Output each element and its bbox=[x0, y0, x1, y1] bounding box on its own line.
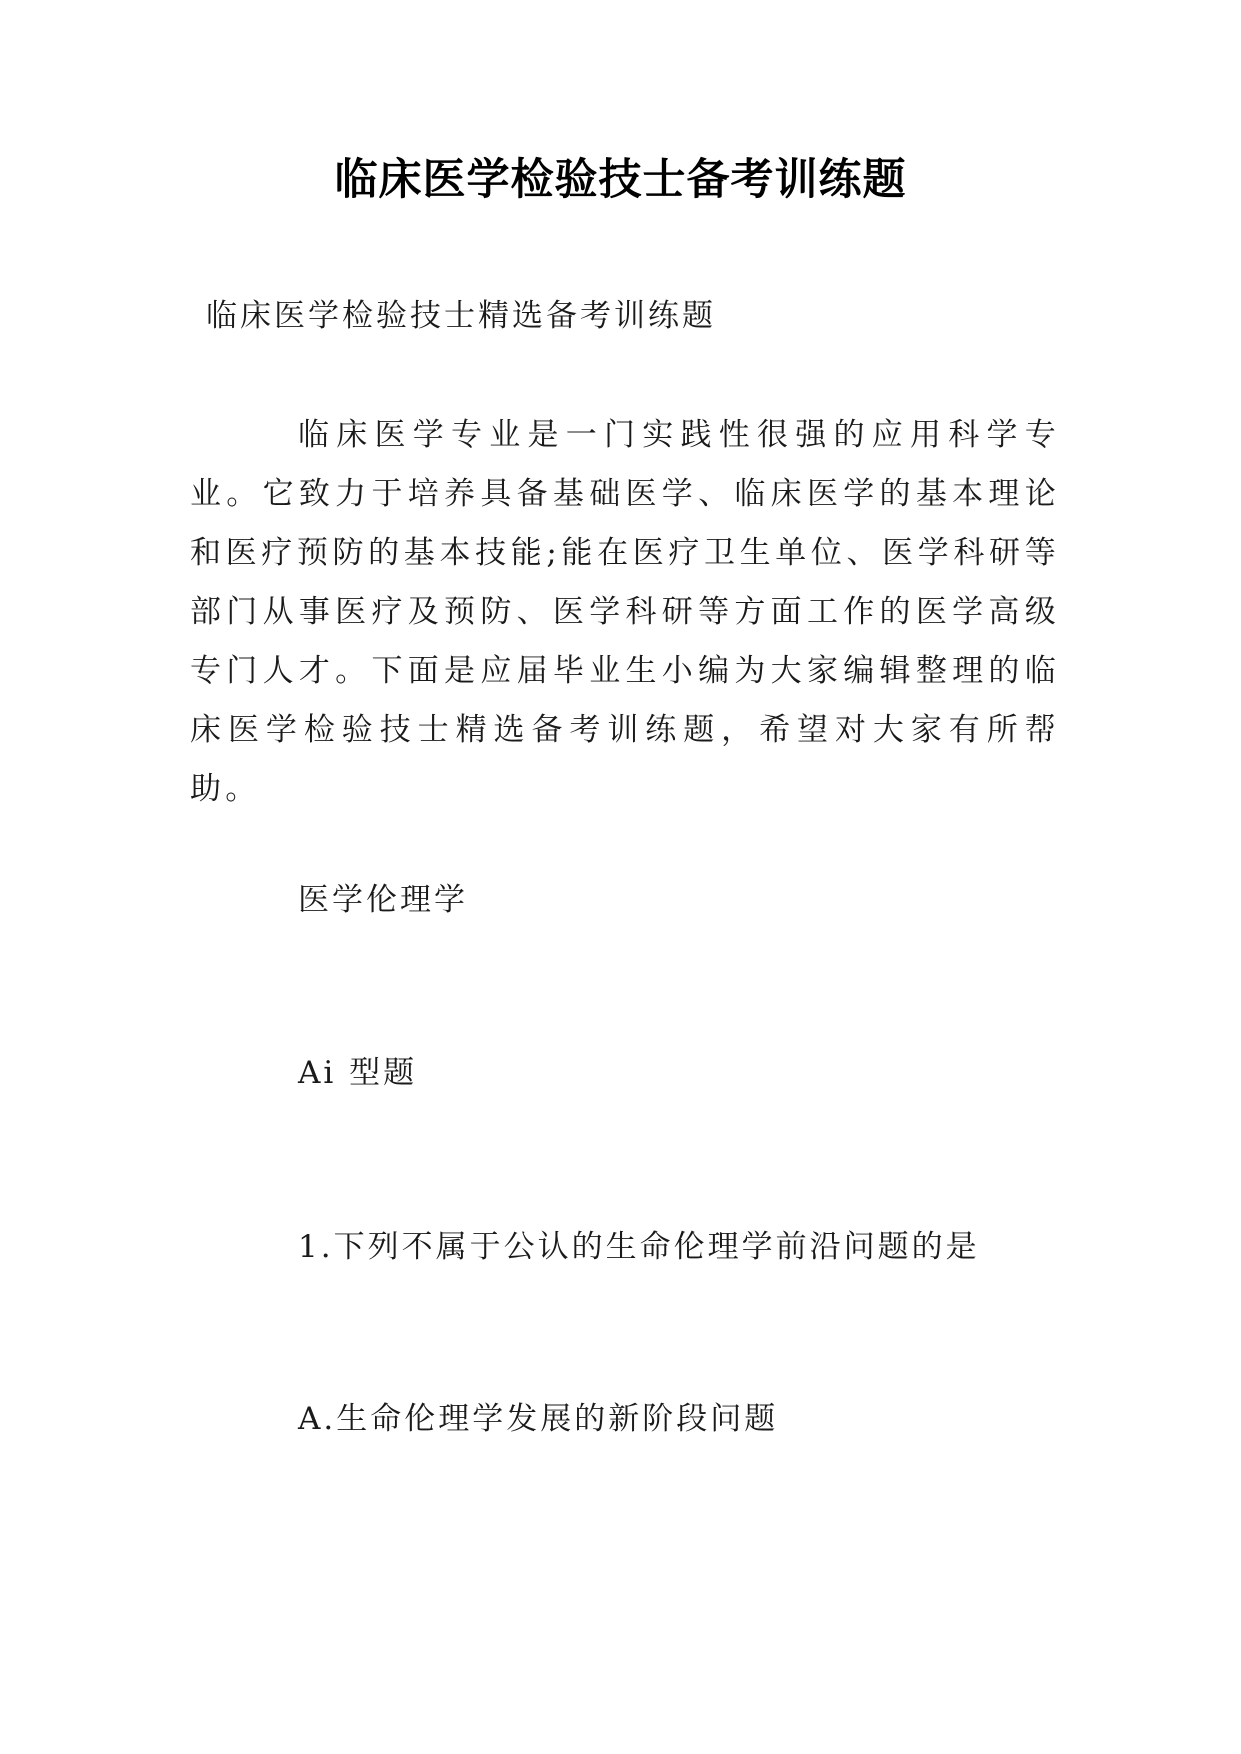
question-type-heading: Ai 型题 bbox=[298, 1055, 418, 1091]
question-1: 1.下列不属于公认的生命伦理学前沿问题的是 bbox=[298, 1229, 980, 1265]
section-heading: 医学伦理学 bbox=[298, 882, 468, 918]
document-subtitle: 临床医学检验技士精选备考训练题 bbox=[206, 298, 716, 334]
question-1-option-a: A.生命伦理学发展的新阶段问题 bbox=[298, 1401, 779, 1437]
document-title: 临床医学检验技士备考训练题 bbox=[334, 155, 907, 205]
intro-paragraph: 临床医学专业是一门实践性很强的应用科学专业。它致力于培养具备基础医学、临床医学的基本理论和医疗预防的基本技能;能在医疗卫生单位、医学科研等部门从事医疗及预防、医学科研等方面工作的医学高级专门人才。下面是应届毕业生小编为大家编辑整理的临床医学检验技士精选备考训练题，希望对大家有所帮助。 bbox=[190, 417, 1060, 807]
